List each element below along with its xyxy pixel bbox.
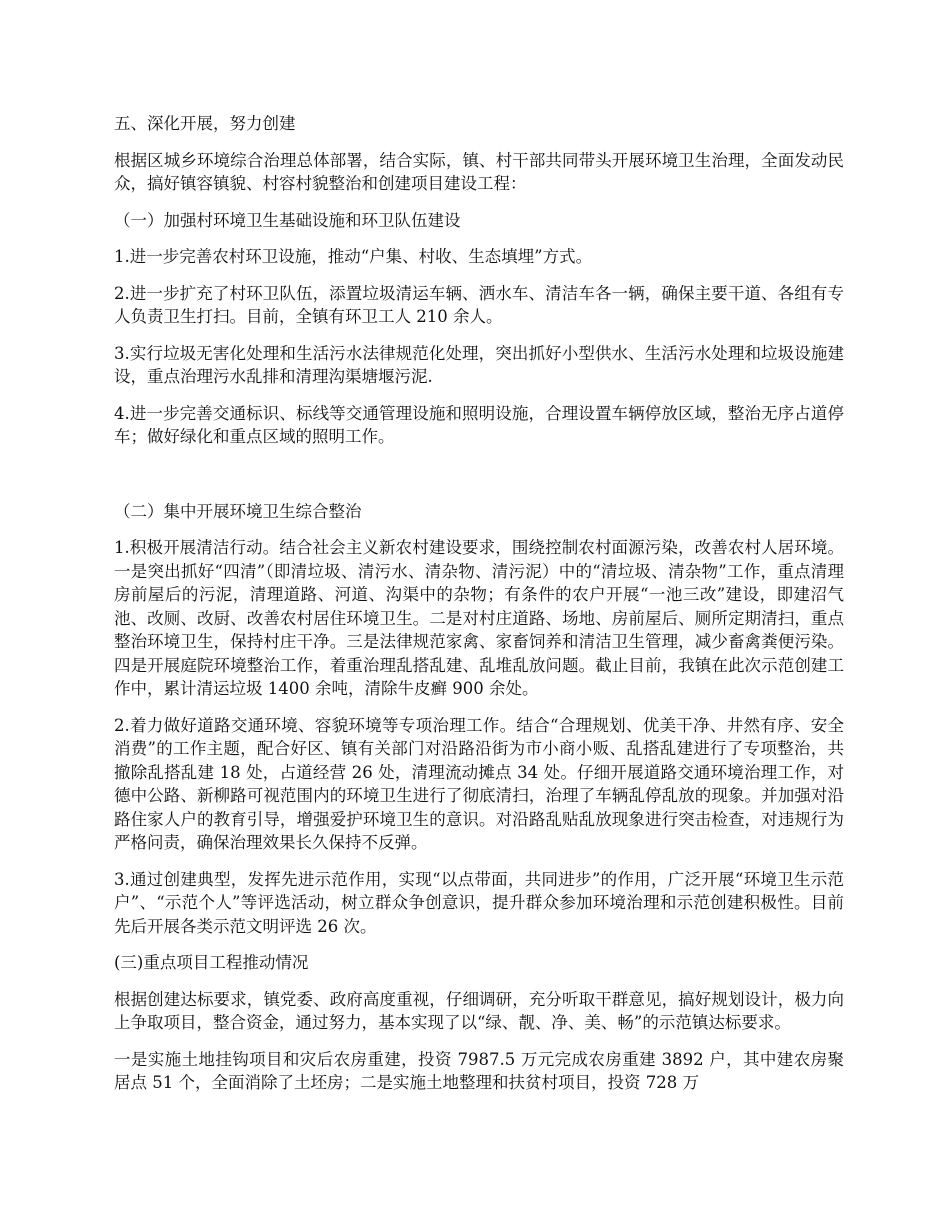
list-item: 2.着力做好道路交通环境、容貌环境等专项治理工作。结合“合理规划、优美干净、井然有序、安全消费”的工作主题，配合好区、镇有关部门对沿路沿街为市小商小贩、乱搭乱建进行了专项整治，共撤除乱搭乱建 18 处，占道经营 26 处，清理流动摊点 34 处。仔细开展道路交通环境治理工作，对德中公路、新柳路可视范围内的环境卫生进行了彻底清扫，治理了车辆乱停乱放的现象。并加强对沿路住家人户的教育引导，增强爱护环境卫生的意识。对沿路乱贴乱放现象进行突击检查，对违规行为严格问责，确保治理效果长久保持不反弹。: [114, 715, 844, 852]
body-paragraph: 一是实施土地挂钩项目和灾后农房重建，投资 7987.5 万元完成农房重建 3892 户，其中建农房聚居点 51 个，全面消除了土坯房；二是实施土地整理和扶贫村项目，投资 728 万: [114, 1049, 844, 1092]
subsection-title-3: (三)重点项目工程推动情况: [114, 953, 309, 972]
document-page: [114, 112, 844, 1108]
list-item: 3.通过创建典型，发挥先进示范作用，实现“以点带面，共同进步”的作用，广泛开展“环境卫生示范户”、“示范个人”等评选活动，树立群众争创意识，提升群众参加环境治理和示范创建积极性。目前先后开展各类示范文明评选 26 次。: [114, 869, 844, 936]
list-item: 4.进一步完善交通标识、标线等交通管理设施和照明设施，合理设置车辆停放区域，整治无序占道停车；做好绿化和重点区域的照明工作。: [114, 403, 844, 446]
subsection-title-2: （二）集中开展环境卫生综合整治: [114, 501, 362, 521]
list-item: 1.进一步完善农村环卫设施，推动“户集、村收、生态填埋”方式。: [114, 247, 593, 266]
subsection-title-1: （一）加强村环境卫生基础设施和环卫队伍建设: [114, 210, 461, 230]
section-heading: 五、深化开展，努力创建: [114, 114, 296, 133]
blank-gap: [114, 462, 844, 500]
body-paragraph: 根据创建达标要求，镇党委、政府高度重视，仔细调研，充分听取干群意见，搞好规划设计，极力向上争取项目，整合资金，通过努力，基本实现了以“绿、靓、净、美、畅”的示范镇达标要求。: [114, 989, 844, 1032]
list-item: 1.积极开展清洁行动。结合社会主义新农村建设要求，围绕控制农村面源污染，改善农村人居环境。一是突出抓好“四清”（即清垃圾、清污水、清杂物、清污泥）中的“清垃圾、清杂物”工作，重点清理房前屋后的污泥，清理道路、河道、沟渠中的杂物；有条件的农户开展“一池三改”建设，即建沼气池、改厕、改厨、改善农村居住环境卫生。二是对村庄道路、场地、房前屋后、厕所定期清扫，重点整治环境卫生，保持村庄干净。三是法律规范家禽、家畜饲养和清洁卫生管理，减少畜禽粪便污染。四是开展庭院环境整治工作，着重治理乱搭乱建、乱堆乱放问题。截止目前，我镇在此次示范创建工作中，累计清运垃圾 1400 余吨，清除牛皮癣 900 余处。: [114, 538, 844, 698]
intro-paragraph: 根据区城乡环境综合治理总体部署，结合实际，镇、村干部共同带头开展环境卫生治理，全面发动民众，搞好镇容镇貌、村容村貌整治和创建项目建设工程：: [114, 150, 844, 193]
list-item: 3.实行垃圾无害化处理和生活污水法律规范化处理，突出抓好小型供水、生活污水处理和垃圾设施建设，重点治理污水乱排和清理沟渠塘堰污泥.: [114, 343, 844, 386]
list-item: 2.进一步扩充了村环卫队伍，添置垃圾清运车辆、洒水车、清洁车各一辆，确保主要干道、各组有专人负责卫生打扫。目前，全镇有环卫工人 210 余人。: [114, 283, 844, 326]
